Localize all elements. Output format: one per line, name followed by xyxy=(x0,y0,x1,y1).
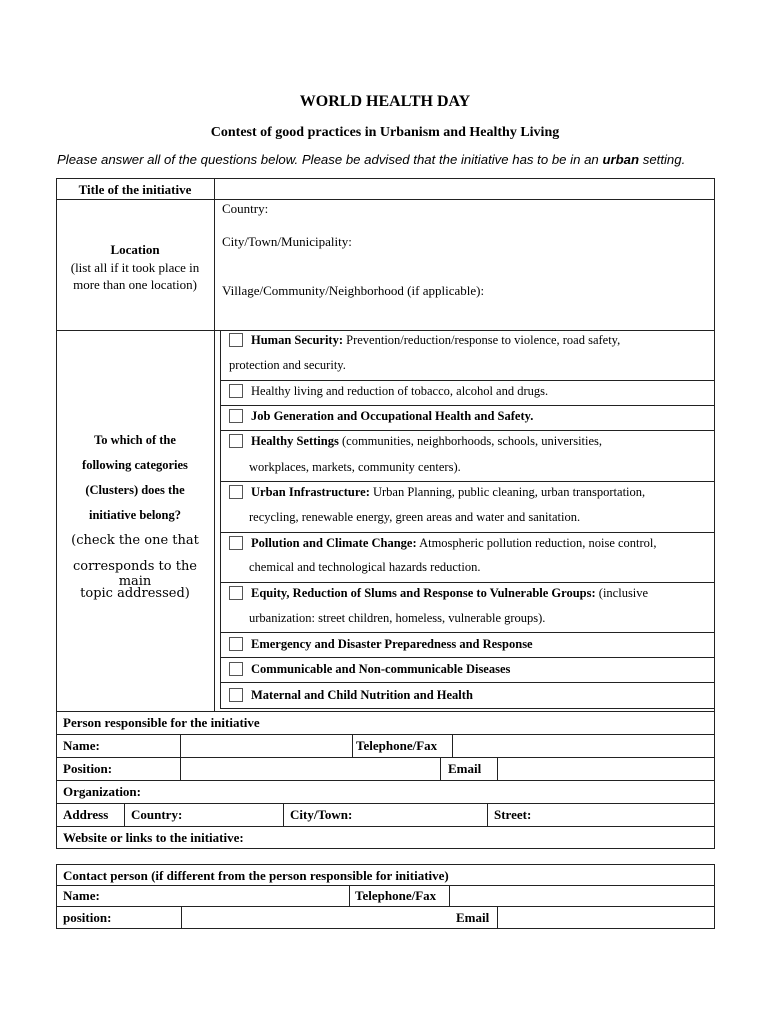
category-checkbox-maternal[interactable] xyxy=(229,688,243,702)
responsible-email-label: Email xyxy=(448,761,482,776)
contact-name-label: Name: xyxy=(63,888,100,903)
category-label-equity-line2: urbanization: street children, homeless, vulnerable groups). xyxy=(249,611,546,625)
category-checkbox-communicable[interactable] xyxy=(229,662,243,676)
contact-section-label: Contact person (if different from the person responsible for initiative) xyxy=(63,868,449,883)
contact-email-label: Email xyxy=(456,910,490,925)
responsible-street-label: Street: xyxy=(494,807,532,822)
responsible-country-field[interactable] xyxy=(195,805,282,825)
instructions: Please answer all of the questions below. Please be advised that the initiative has to be in an urban setting. xyxy=(57,152,686,167)
responsible-website-label: Website or links to the initiative: xyxy=(63,830,244,845)
category-checkbox-pollution[interactable] xyxy=(229,536,243,550)
category-label-urban-infrastructure-line2: recycling, renewable energy, green areas and water and sanitation. xyxy=(249,510,581,524)
location-label-group xyxy=(56,242,214,293)
category-label-healthy-living: Healthy living and reduction of tobacco, alcohol and drugs. xyxy=(251,384,549,398)
category-checkbox-human-security[interactable] xyxy=(229,333,243,347)
responsible-country-label: Country: xyxy=(131,807,183,822)
category-label-emergency: Emergency and Disaster Preparedness and Response xyxy=(251,637,533,651)
category-label-urban-infrastructure: Urban Infrastructure: Urban Planning, public cleaning, urban transportation, xyxy=(251,485,646,499)
category-label-job-generation: Job Generation and Occupational Health and Safety. xyxy=(251,409,534,423)
title-of-initiative-field[interactable] xyxy=(216,180,713,198)
city-label: City/Town/Municipality: xyxy=(222,234,352,249)
category-checkbox-healthy-living[interactable] xyxy=(229,384,243,398)
responsible-email-field[interactable] xyxy=(499,759,713,779)
page-subtitle: Contest of good practices in Urbanism and Healthy Living xyxy=(210,125,560,140)
village-label: Village/Community/Neighborhood (if applicable): xyxy=(222,283,485,298)
contact-phone-field[interactable] xyxy=(451,887,713,905)
location-field[interactable] xyxy=(216,201,713,329)
category-checkbox-emergency[interactable] xyxy=(229,637,243,651)
category-checkbox-urban-infrastructure[interactable] xyxy=(229,485,243,499)
responsible-name-field[interactable] xyxy=(182,736,351,756)
contact-position-field[interactable] xyxy=(183,908,445,927)
contact-email-field[interactable] xyxy=(499,908,713,927)
responsible-name-label: Name: xyxy=(63,738,100,753)
category-label-human-security-line2: protection and security. xyxy=(229,358,346,372)
responsible-city-label: City/Town: xyxy=(290,807,353,822)
responsible-phone-field[interactable] xyxy=(454,736,713,756)
responsible-website-field[interactable] xyxy=(262,828,713,847)
responsible-organization-field[interactable] xyxy=(160,782,713,802)
location-note-2: more than one location) xyxy=(73,277,197,292)
category-label-maternal: Maternal and Child Nutrition and Health xyxy=(251,688,473,702)
category-label-pollution: Pollution and Climate Change: Atmospheric pollution reduction, noise control, xyxy=(251,536,657,550)
responsible-address-label: Address xyxy=(63,807,109,822)
category-checkbox-equity[interactable] xyxy=(229,586,243,600)
categories-question: To which of the following categories (Clusters) does the initiative belong? (check the one that corresponds to the main topic addressed) xyxy=(71,433,199,601)
contact-name-field[interactable] xyxy=(120,887,348,905)
title-of-initiative-label: Title of the initiative xyxy=(78,182,192,197)
responsible-organization-label: Organization: xyxy=(63,784,141,799)
contact-position-label: position: xyxy=(63,910,112,925)
responsible-city-field[interactable] xyxy=(362,805,486,825)
category-label-pollution-line2: chemical and technological hazards reduction. xyxy=(249,560,481,574)
responsible-position-field[interactable] xyxy=(182,759,439,779)
category-label-healthy-settings-line2: workplaces, markets, community centers). xyxy=(249,460,461,474)
category-checkbox-job-generation[interactable] xyxy=(229,409,243,423)
responsible-position-label: Position: xyxy=(63,761,113,776)
category-label-healthy-settings: Healthy Settings (communities, neighborhoods, schools, universities, xyxy=(251,434,603,448)
country-label: Country: xyxy=(222,201,269,216)
category-checkbox-healthy-settings[interactable] xyxy=(229,434,243,448)
category-label-human-security: Human Security: Prevention/reduction/response to violence, road safety, xyxy=(251,333,621,347)
responsible-street-field[interactable] xyxy=(540,805,713,825)
page-title: WORLD HEALTH DAY xyxy=(299,93,471,110)
contact-phone-label: Telephone/Fax xyxy=(355,888,437,903)
location-note-1: (list all if it took place in xyxy=(70,260,200,275)
category-label-equity: Equity, Reduction of Slums and Response to Vulnerable Groups: (inclusive xyxy=(251,586,649,600)
location-label: Location xyxy=(110,242,160,257)
category-label-communicable: Communicable and Non-communicable Diseases xyxy=(251,662,511,676)
responsible-phone-label: Telephone/Fax xyxy=(356,738,438,753)
responsible-section-label: Person responsible for the initiative xyxy=(63,715,260,730)
